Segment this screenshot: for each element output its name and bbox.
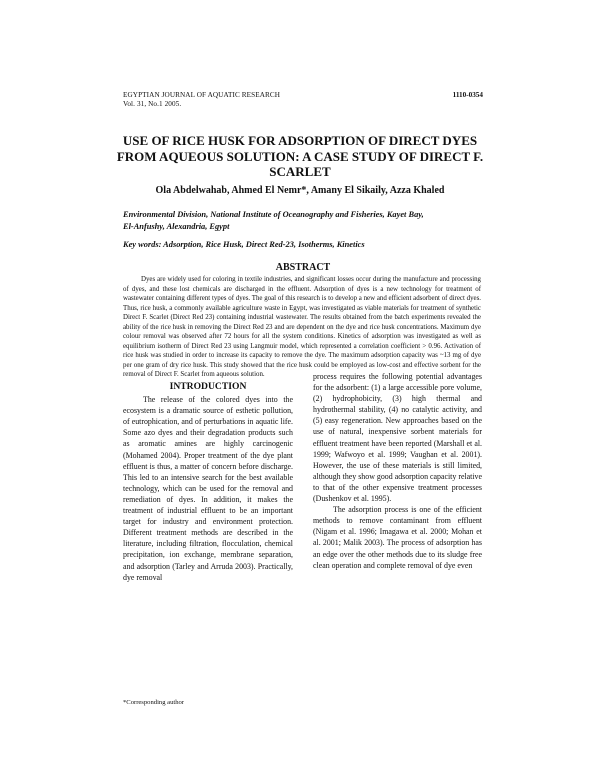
author-list: Ola Abdelwahab, Ahmed El Nemr*, Amany El Sikaily, Azza Khaled bbox=[155, 185, 445, 196]
issn: 1110-0354 bbox=[452, 91, 483, 99]
journal-header bbox=[123, 91, 280, 109]
paper-title: USE OF RICE HUSK FOR ADSORPTION OF DIRECT DYES FROM AQUEOUS SOLUTION: A CASE STUDY OF DIRECT F. SCARLET bbox=[116, 133, 484, 179]
intro-paragraph-2: process requires the following potential advantages for the adsorbent: (1) a large accessible pore volume, (2) hydrophobicity, (3) high thermal and hydrothermal stability, (4) no catalytic activity, and (5) easy regeneration. New approaches based on the use of natural, inexpensive sorbent materials for effluent treatment have been reported (Marshall et al. 1999; Wafwoyo et al. 1999; Vaughan et al. 2001). However, the use of these materials is still limited, although they show good adsorption capacity relative to that of the other expensive treatment processes (Dushenkov et al. 1995). bbox=[313, 372, 482, 504]
intro-paragraph-3: The adsorption process is one of the efficient methods to remove contaminant from effluent (Nigam et al. 1996; Imagawa et al. 2000; Mohan et al. 2001; Malik 2003). The process of adsorption has an edge over the other methods due to its sludge free clean operation and complete removal of dye even bbox=[313, 505, 482, 570]
introduction-heading: INTRODUCTION bbox=[169, 381, 247, 392]
journal-name: EGYPTIAN JOURNAL OF AQUATIC RESEARCH bbox=[123, 91, 281, 99]
journal-volume: Vol. 31, No.1 2005. bbox=[123, 100, 182, 108]
abstract-heading: ABSTRACT bbox=[275, 262, 331, 273]
right-column bbox=[313, 371, 482, 571]
left-column bbox=[123, 381, 293, 583]
abstract-text: Dyes are widely used for coloring in textile industries, and significant losses occur during the manufacture and processing of dyes, and these lost chemicals are discharged in the effluent. Adsorption of dyes is a new technology for treatment of wastewater containing different types of dyes. The goal of this research is to develop a new and efficient adsorbent of direct dyes. Thus, rice husk, a commonly available agriculture waste in Egypt, was investigated as viable materials for treatment of synthetic Direct F. Scarlet (Direct Red 23) containing industrial wastewater. The results obtained from the batch experiments revealed the ability of the rice husk in removing the Direct Red 23 and are dependent on the dye and rice husk concentrations. Maximum dye colour removal was observed after 72 hours for all the system conditions. Kinetics of adsorption was investigated as well as equilibrium isotherm of Direct Red 23 using Langmuir model, which represented a correlation coefficient > 0.96. Activation of rice husk was studied in order to increase its capacity to remove the dye. The maximum adsorption capacity was ~13 mg of dye per one gram of dry rice husk. This study showed that the rice husk could be employed as low-cost and effective sorbent for the removal of Direct F. Scarlet from aqueous solution. bbox=[123, 276, 481, 379]
affiliation-line-2: El-Anfushy, Alexandria, Egypt bbox=[123, 221, 230, 231]
footnote: *Corresponding author bbox=[123, 699, 184, 706]
affiliation bbox=[123, 209, 483, 232]
keywords: Key words: Adsorption, Rice Husk, Direct Red-23, Isotherms, Kinetics bbox=[123, 240, 365, 249]
intro-paragraph-1: The release of the colored dyes into the ecosystem is a dramatic source of esthetic pollution, of eutrophication, and of perturbations in aquatic life. Some azo dyes and their degradation products such as aromatic amines are highly carcinogenic (Mohamed 2004). Proper treatment of the dye plant effluent is thus, a matter of concern before discharge. This led to an intensive search for the best available technology, which can be used for the removal and remediation of dyes. In addition, it makes the treatment of industrial effluent to be an important target for industry and environment protection. Different treatment methods are described in the literature, including filtration, flocculation, chemical precipitation, ion exchange, membrane separation, and adsorption (Tarley and Arruda 2003). Practically, dye removal bbox=[123, 395, 293, 582]
affiliation-line-1: Environmental Division, National Institute of Oceanography and Fisheries, Kayet Bay, bbox=[123, 210, 424, 219]
